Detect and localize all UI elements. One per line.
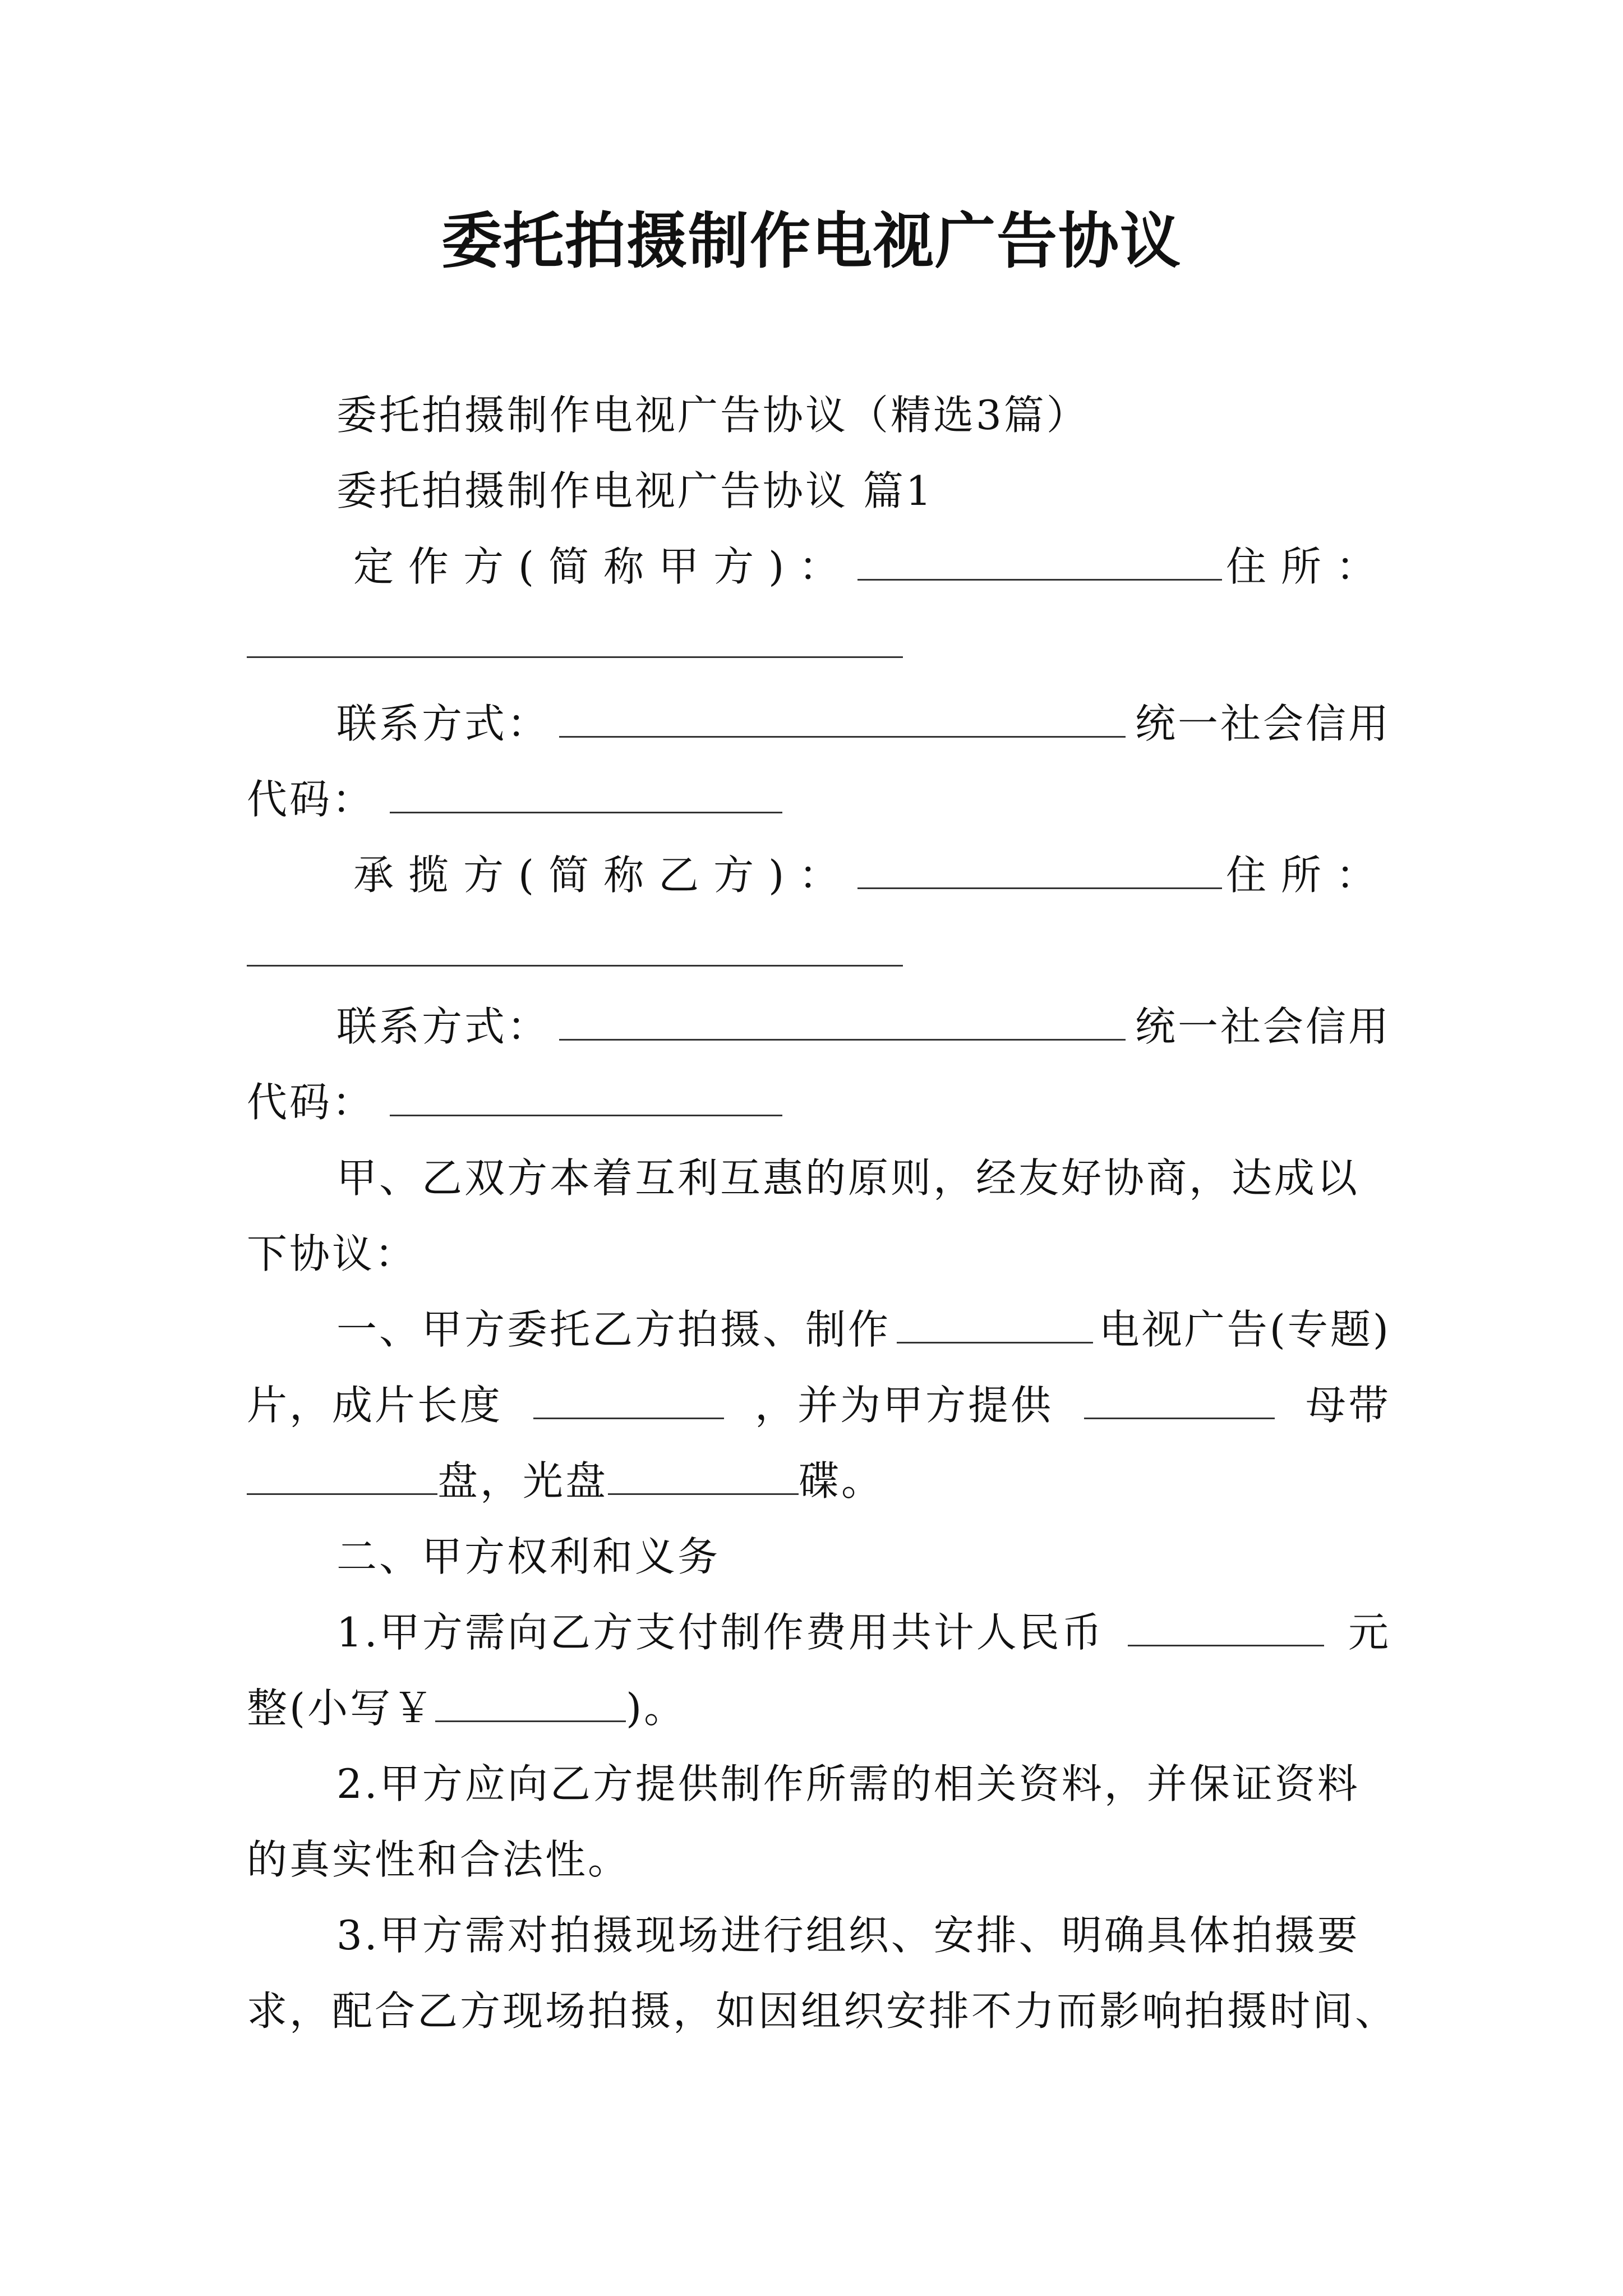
party-a-contact-field[interactable] [559, 697, 1126, 738]
master-tape-count-field[interactable] [247, 1454, 437, 1495]
clause-1-text-f: 盘，光盘 [437, 1457, 608, 1504]
disc-count-field[interactable] [608, 1454, 799, 1495]
film-length-field[interactable] [533, 1378, 724, 1419]
party-b-line [353, 847, 1391, 903]
party-b-contact-field[interactable] [559, 1000, 1126, 1041]
item-2-line-1: 2.甲方应向乙方提供制作所需的相关资料，并保证资料 [336, 1760, 1360, 1807]
clause-1-text-e: 母带 [1305, 1382, 1391, 1429]
party-b-label: 承揽方(简称乙方)： [353, 852, 854, 899]
party-a-line [353, 539, 1391, 595]
clause-1-line-2 [247, 1377, 1391, 1433]
clause-1-line-1 [336, 1301, 1391, 1358]
intro-line-2: 下协议： [247, 1230, 418, 1277]
party-b-credit-label: 统一社会信用 [1135, 1003, 1391, 1050]
item-2-line-2: 的真实性和合法性。 [247, 1836, 631, 1883]
item-3-line-1: 3.甲方需对拍摄现场进行组织、安排、明确具体拍摄要 [336, 1912, 1360, 1959]
item-3-line-2: 求，配合乙方现场拍摄，如因组织安排不力而影响拍摄时间、 [247, 1987, 1398, 2035]
section-2-heading: 二、甲方权利和义务 [336, 1533, 721, 1580]
clause-1-line-3 [247, 1453, 1391, 1509]
party-b-name-field[interactable] [857, 848, 1222, 889]
item-1-text-d: )。 [626, 1685, 687, 1732]
party-a-contact-line [336, 696, 1391, 752]
clause-1-text-g: 碟。 [799, 1457, 884, 1504]
party-a-contact-label: 联系方式： [336, 700, 550, 747]
master-tape-type-field[interactable] [1084, 1378, 1275, 1419]
fee-amount-field[interactable] [1128, 1605, 1324, 1646]
page-title: 委托拍摄制作电视广告协议 [441, 206, 1182, 277]
item-1-line-1 [336, 1604, 1391, 1660]
ad-name-field[interactable] [897, 1303, 1093, 1343]
party-a-credit-label: 统一社会信用 [1135, 700, 1391, 747]
party-a-address-label: 住所： [1225, 543, 1391, 590]
party-a-name-field[interactable] [857, 540, 1222, 581]
clause-1-text-a: 一、甲方委托乙方拍摄、制作 [336, 1306, 891, 1353]
clause-1-text-d: ，并为甲方提供 [754, 1382, 1053, 1429]
intro-line-1: 甲、乙双方本着互利互惠的原则，经友好协商，达成以 [336, 1154, 1360, 1202]
party-a-credit-label-cont: 代码： [247, 776, 375, 823]
item-1-text-b: 元 [1348, 1609, 1391, 1656]
clause-1-text-b: 电视广告(专题) [1099, 1306, 1391, 1353]
item-1-line-2 [247, 1680, 1391, 1736]
party-a-credit-field[interactable] [390, 772, 782, 813]
chapter-heading: 委托拍摄制作电视广告协议 篇1 [336, 467, 934, 514]
document-subtitle: 委托拍摄制作电视广告协议（精选3篇） [336, 392, 1089, 439]
party-a-label: 定作方(简称甲方)： [353, 543, 854, 590]
item-1-text-a: 1.甲方需向乙方支付制作费用共计人民币 [336, 1609, 1104, 1656]
party-a-address-field[interactable] [247, 656, 903, 658]
item-1-text-c: 整(小写￥ [247, 1685, 436, 1732]
party-b-credit-field[interactable] [390, 1075, 782, 1116]
fee-figure-field[interactable] [435, 1681, 626, 1722]
party-b-credit-label-cont: 代码： [247, 1079, 375, 1126]
party-b-address-field[interactable] [247, 965, 903, 967]
party-b-credit-line [247, 1074, 1391, 1130]
party-b-address-label: 住所： [1225, 852, 1391, 899]
clause-1-text-c: 片，成片长度 [247, 1382, 503, 1429]
party-b-contact-label: 联系方式： [336, 1003, 550, 1050]
party-b-contact-line [336, 999, 1391, 1055]
party-a-credit-line [247, 771, 1391, 827]
